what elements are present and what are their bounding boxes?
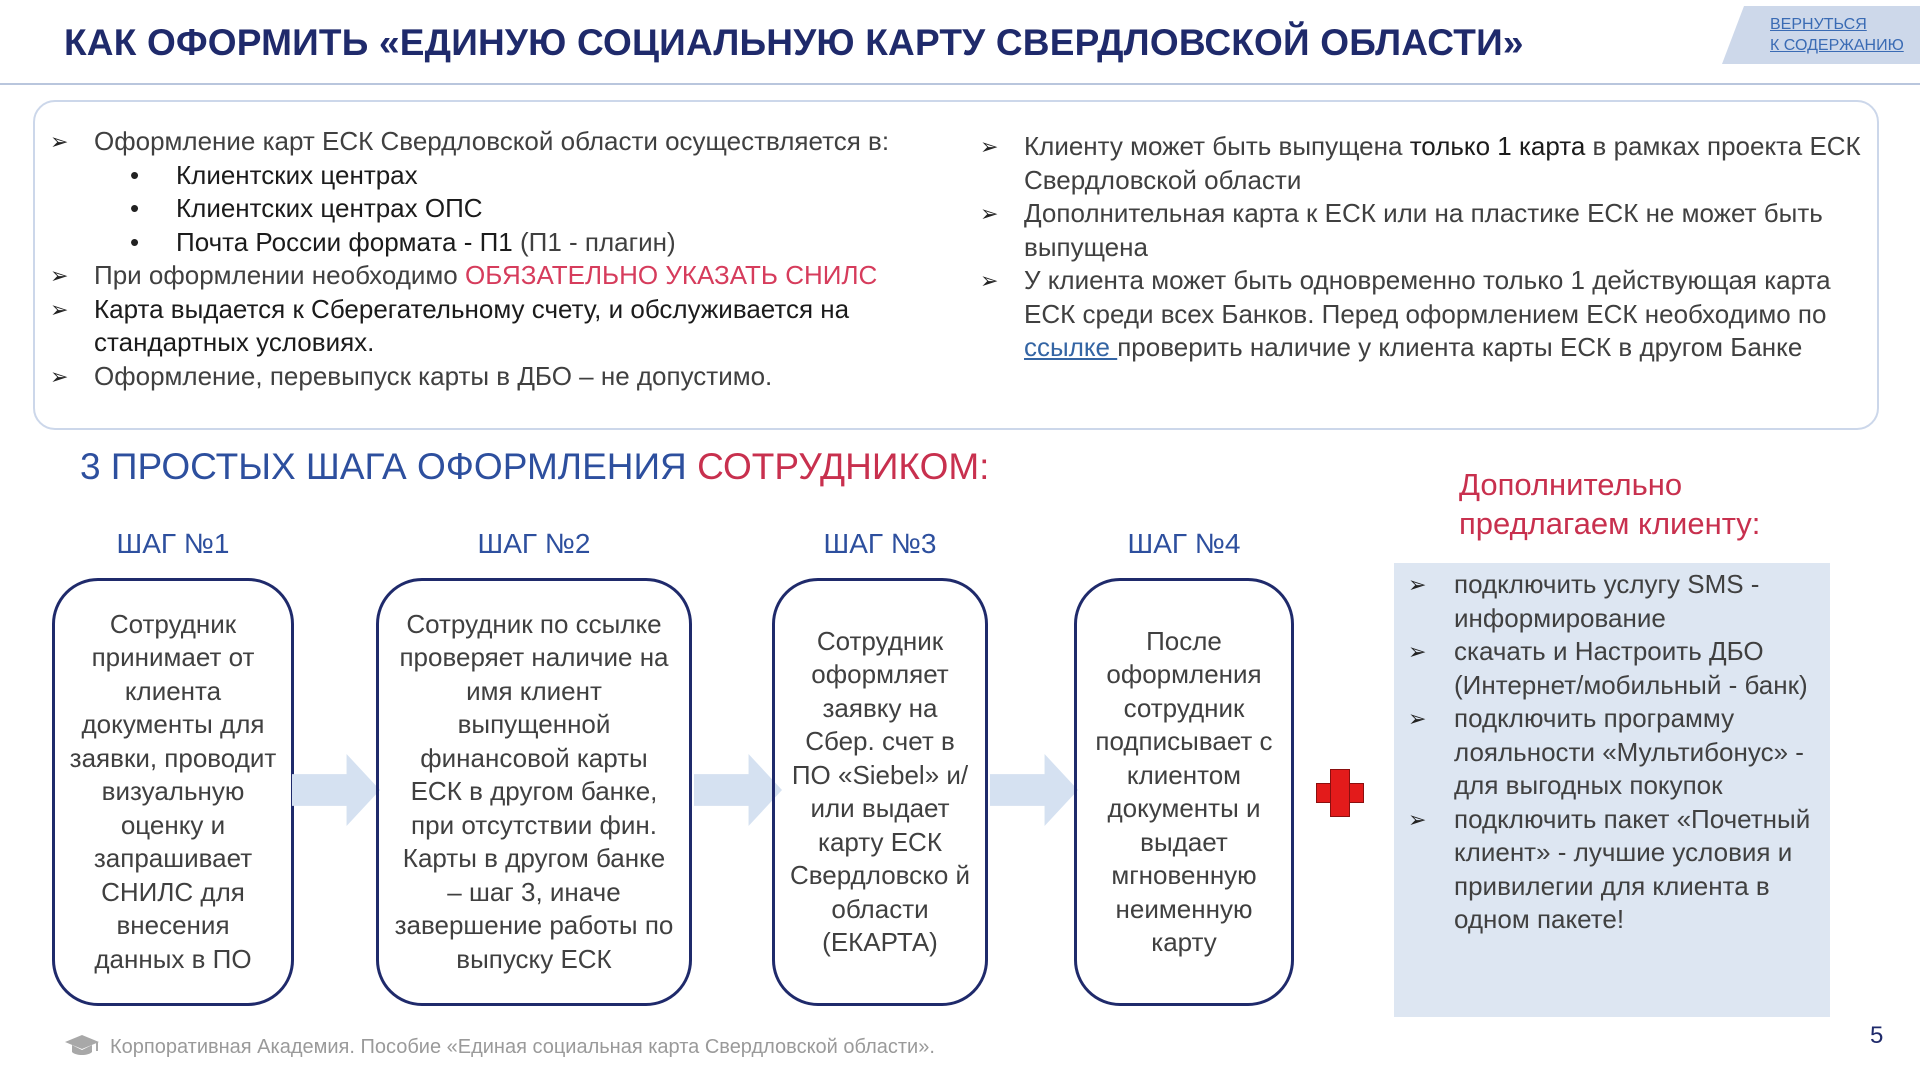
info-right-item2: Дополнительная карта к ЕСК или на пластике ЕСК не может быть выпущена [1024,198,1823,262]
footer-text: Корпоративная Академия. Пособие «Единая социальная карта Свердловской области». [110,1036,935,1058]
list-item [1408,702,1828,803]
extra-item-2: скачать и Настроить ДБО (Интернет/мобильный - банк) [1454,636,1808,700]
info-left-item1: Оформление карт ЕСК Свердловской области осуществляется в: [94,126,890,156]
arrow-right-icon [292,754,380,826]
list-item [980,264,1870,365]
step-3-label: ШАГ №3 [823,528,937,559]
arrow-bullet-icon: ➢ [50,129,69,154]
info-right-item1-bold: только 1 карта [1409,131,1586,161]
list-item [50,360,920,394]
page-title: КАК ОФОРМИТЬ «ЕДИНУЮ СОЦИАЛЬНУЮ КАРТУ СВЕРДЛОВСКОЙ ОБЛАСТИ» [64,22,1524,63]
sub-item [50,226,920,260]
plus-icon [1316,769,1364,817]
info-right-column [980,130,1870,365]
step-3-text: Сотрудник оформляет заявку на Сбер. счет в ПО «Siebel» и/или выдает карту ЕСК Свердловско й области (ЕКАРТА) [789,625,971,957]
arrow-bullet-icon: ➢ [1408,572,1427,597]
sub-item-3-note: (П1 - плагин) [512,226,676,257]
arrow-bullet-icon: ➢ [50,296,69,322]
snils-text: При оформлении необходимо [94,260,465,290]
arrow-bullet-icon: ➢ [1408,639,1427,664]
extra-title [1459,465,1760,543]
sub-item-3-main: Почта России формата - П1 [176,226,513,257]
steps-title-main: 3 ПРОСТЫХ ШАГА ОФОРМЛЕНИЯ [80,446,698,487]
arrow-bullet-icon: ➢ [980,201,999,226]
info-left-column [50,125,920,393]
list-item [50,259,920,293]
bullet-dot-icon: • [130,159,140,190]
sub-item [50,192,920,226]
list-item [50,293,920,360]
arrow-bullet-icon: ➢ [1408,806,1427,832]
list-item [980,197,1870,264]
bullet-dot-icon: • [130,226,140,257]
back-link-line1[interactable]: ВЕРНУТЬСЯ [1770,16,1867,33]
snils-required-text: ОБЯЗАТЕЛЬНО УКАЗАТЬ СНИЛС [464,260,878,290]
extra-item-1: подключить услугу SMS - информирование [1454,569,1760,633]
info-left-item3: Карта выдается к Сберегательному счету, и обслуживается на стандартных условиях. [94,293,850,357]
steps-title-accent: СОТРУДНИКОМ: [697,446,990,487]
info-right-item1-pre: Клиенту может быть выпущена [1024,131,1410,161]
bullet-dot-icon: • [130,193,140,223]
step-2-text: Сотрудник по ссылке проверяет наличие на имя клиент выпущенной финансовой карты ЕСК в другом банке, при отсутствии фин. Карты в другом банке – шаг 3, иначе завершение работы по выпуску ЕСК [394,608,674,974]
extra-title-line2: предлагаем клиенту: [1459,506,1761,541]
steps-title [80,446,989,488]
step-1-label: ШАГ №1 [116,528,230,559]
back-to-contents-link[interactable] [1770,14,1904,56]
step-4-text: После оформления сотрудник подписывает с клиентом документы и выдает мгновенную неименную карту [1095,625,1273,957]
arrow-bullet-icon: ➢ [1408,706,1427,731]
sub-item [50,159,920,193]
graduation-cap-icon [64,1033,100,1059]
arrow-right-icon [990,754,1078,826]
sub-item-2: Клиентских центрах ОПС [176,193,483,223]
info-right-item3-pre: У клиента может быть одновременно только 1 действующая карта ЕСК среди всех Банков. Перед оформлением ЕСК необходимо по [1024,265,1831,329]
step-3-box [772,578,988,1006]
step-1-box [52,578,294,1006]
extra-offers-list [1408,568,1828,937]
step-2-box [376,578,692,1006]
back-link-line2[interactable]: К СОДЕРЖАНИЮ [1770,37,1904,54]
info-left-item4: Оформление, перевыпуск карты в ДБО – не допустимо. [94,360,773,391]
list-item [1408,635,1828,702]
arrow-bullet-icon: ➢ [980,134,999,159]
extra-item-4: подключить пакет «Почетный клиент» - лучшие условия и привилегии для клиента в одном пакете! [1454,803,1811,934]
info-right-item1-post: в рамках проекта ЕСК Свердловской области [1024,131,1861,195]
step-4-label: ШАГ №4 [1127,528,1241,559]
step-4-box [1074,578,1294,1006]
step-1-text: Сотрудник принимает от клиента документы для заявки, проводит визуальную оценку и запрашивает СНИЛС для внесения данных в ПО [69,608,277,974]
arrow-bullet-icon: ➢ [50,363,69,389]
header-divider [0,83,1920,85]
extra-title-line1: Дополнительно [1459,467,1683,502]
extra-item-3: подключить программу лояльности «Мультибонус» - для выгодных покупок [1454,703,1804,800]
step-2-label: ШАГ №2 [477,528,591,559]
sub-item-1: Клиентских центрах [176,159,418,190]
arrow-bullet-icon: ➢ [980,268,999,293]
list-item [980,130,1870,197]
list-item [50,125,920,159]
page-number: 5 [1870,1022,1884,1049]
info-right-item3-post: проверить наличие у клиента карты ЕСК в другом Банке [1117,332,1803,362]
arrow-right-icon [694,754,782,826]
list-item [1408,803,1828,937]
list-item [1408,568,1828,635]
check-card-link[interactable]: ссылке [1024,332,1118,362]
arrow-bullet-icon: ➢ [50,263,69,288]
